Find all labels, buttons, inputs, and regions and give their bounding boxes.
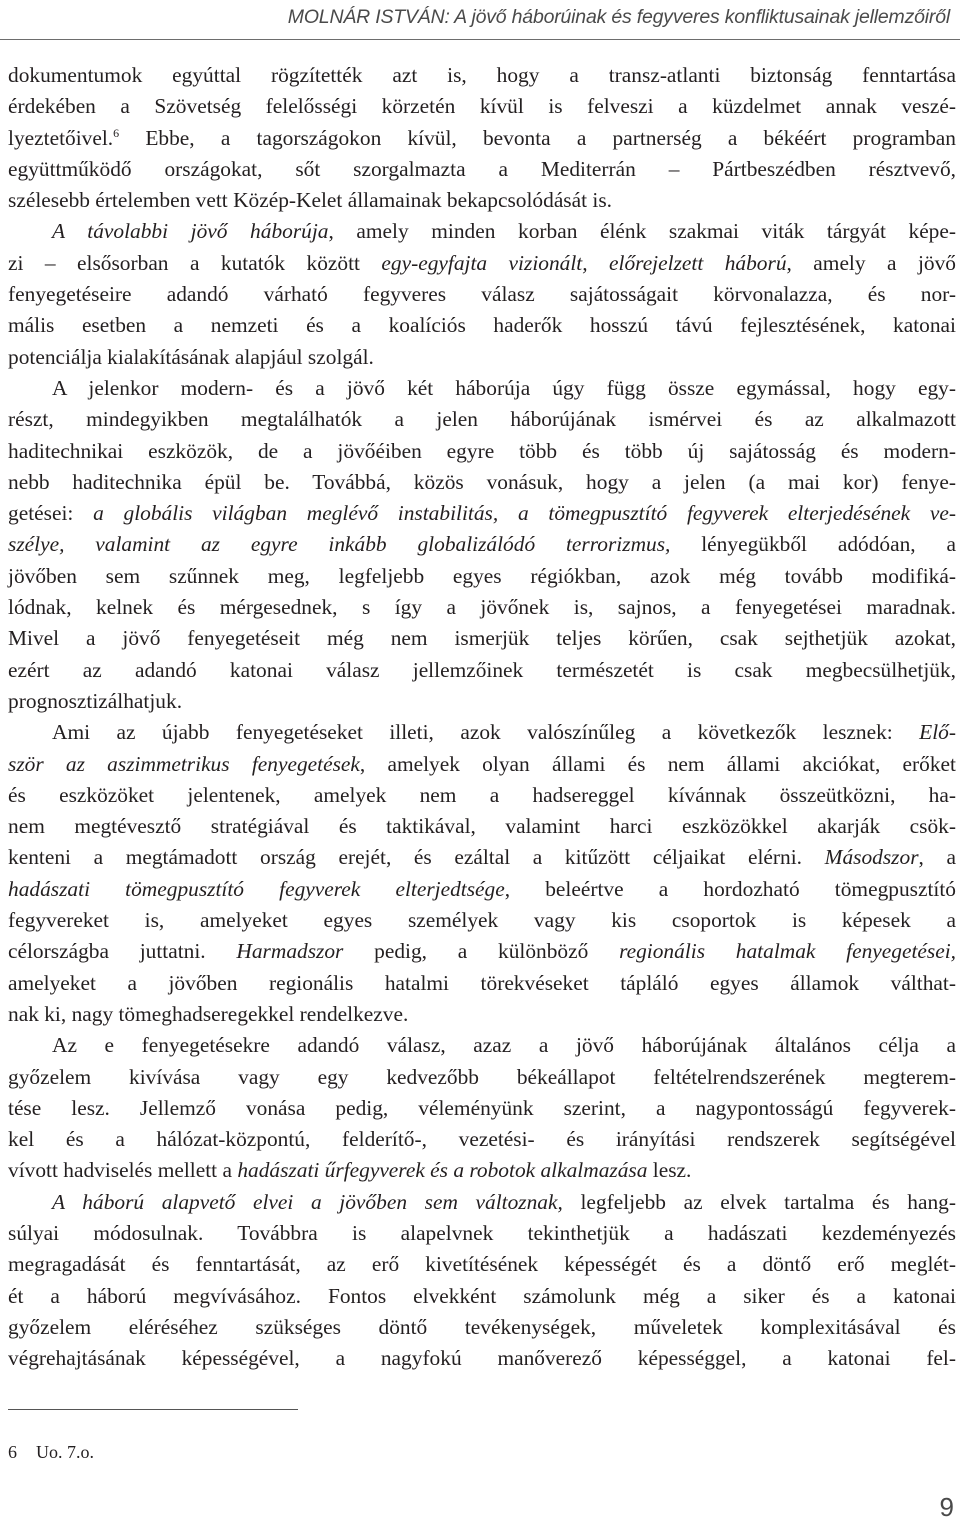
text-line: nak ki, nagy tömeghadseregekkel rendelkezve. bbox=[8, 1001, 409, 1026]
text-line: nem megtévesztő stratégiával és taktikával, valamint harci eszközökkel akarják csök- bbox=[8, 814, 956, 839]
text-line: győzelem kivívása vagy egy kedvezőbb békeállapot feltételrendszerének megterem- bbox=[8, 1064, 956, 1089]
text-line: szélesebb értelemben vett Közép-Kelet államainak bekapcsolódását is. bbox=[8, 188, 613, 213]
text-line: ször az aszimmetrikus fenyegetések, amelyek olyan állami és nem állami akciókat, erőket bbox=[8, 751, 956, 776]
text-line: érdekében a Szövetség felelősségi körzetén kívül is felveszi a küzdelmet annak veszé- bbox=[8, 94, 956, 119]
text-line: győzelem eléréséhez szükséges döntő tevékenységek, műveletek komplexitásával és bbox=[8, 1314, 956, 1339]
text-line: prognosztizálhatjuk. bbox=[8, 688, 183, 713]
text-line: getései: a globális világban meglévő instabilitás, a tömegpusztító fegyverek elterjedésének ve- bbox=[8, 501, 956, 526]
text-line: vívott hadviselés mellett a hadászati űrfegyverek és a robotok alkalmazása lesz. bbox=[8, 1158, 692, 1183]
text-line: Mivel a jövő fenyegetéseit még nem ismerjük teljes körűen, csak sejthetjük azokat, bbox=[8, 626, 956, 651]
footnote bbox=[8, 1442, 94, 1463]
text-line: haditechnikai eszközök, de a jövőéiben egyre több és több új sajátosság és modern- bbox=[8, 438, 956, 463]
footnote-number: 6 bbox=[8, 1442, 17, 1462]
text-line: hadászati tömegpusztító fegyverek elterjedtsége, beleértve a hordozható tömegpusztító bbox=[8, 876, 956, 901]
text-line: lyeztetőivel.$^6$ Ebbe, a tagországokon kívül, bevonta a partnerség a békéért programban bbox=[8, 125, 956, 150]
text-line: célországba juttatni. Harmadszor pedig, a különböző regionális hatalmak fenyegetései, bbox=[8, 939, 957, 964]
text-line: és eszközöket jelentenek, amelyek nem a hadsereggel kívánnak összeütközni, ha- bbox=[8, 782, 956, 807]
text-line: súlyai módosulnak. Továbbra is alapelvnek tekinthetjük a hadászati kezdeményezés bbox=[8, 1220, 956, 1245]
text-line: megragadását és fenntartását, az erő kivetítésének képességét és a döntő erő meglét- bbox=[8, 1252, 956, 1277]
footnote-rule bbox=[8, 1409, 298, 1410]
running-header: MOLNÁR ISTVÁN: A jövő háborúinak és fegyveres konfliktusainak jellemzőiről bbox=[287, 6, 950, 28]
footnote-reference[interactable]: 6 bbox=[113, 125, 120, 140]
text-line: szélye, valamint az egyre inkább globalizálódó terrorizmus, lényegükből adódóan, a bbox=[8, 532, 956, 557]
text-line: jövőben sem szűnnek meg, legfeljebb egyes régiókban, azok még tovább modifiká- bbox=[8, 563, 956, 588]
text-line: nebb haditechnika épül be. Továbbá, közös vonásuk, hogy a jelen (a mai kor) fenye- bbox=[8, 469, 956, 494]
text-line: A háború alapvető elvei a jövőben sem változnak, legfeljebb az elvek tartalma és hang- bbox=[52, 1189, 956, 1214]
text-line: ét a háború megvívásához. Fontos elvekként számolunk még a siker és a katonai bbox=[8, 1283, 956, 1308]
text-line: amelyeket a jövőben regionális hatalmi törekvéseket tápláló egyes államok válthat- bbox=[8, 970, 956, 995]
text-line: potenciálja kialakításának alapjául szolgál. bbox=[8, 344, 374, 369]
text-line: végrehajtásának képességével, a nagyfokú manőverező képességgel, a katonai fel- bbox=[8, 1346, 956, 1371]
text-line: A jelenkor modern- és a jövő két háborúja úgy függ össze egymással, hogy egy- bbox=[52, 375, 956, 400]
text-line: zi – elsősorban a kutatók között egy-egyfajta vizionált, előrejelzett háború, amely a jövő bbox=[8, 250, 956, 275]
text-line: tése lesz. Jellemző vonása pedig, véleményünk szerint, a nagypontosságú fegyverek- bbox=[8, 1095, 956, 1120]
body-text bbox=[8, 60, 956, 1374]
text-line: fenyegetéseire adandó várható fegyveres válasz sajátosságait körvonalazza, és nor- bbox=[8, 282, 956, 307]
text-line: kenteni a megtámadott ország erejét, és ezáltal a kitűzött céljaikat elérni. Másodszor, a bbox=[8, 845, 956, 870]
text-line: kel és a hálózat-központú, felderítő-, vezetési- és irányítási rendszerek segítségével bbox=[8, 1127, 956, 1152]
page-number: 9 bbox=[939, 1492, 954, 1522]
text-line: Az e fenyegetésekre adandó válasz, azaz a jövő háborújának általános célja a bbox=[52, 1033, 956, 1058]
header-rule bbox=[0, 39, 960, 40]
text-line: mális esetben a nemzeti és a koalíciós haderők hosszú távú fejlesztésének, katonai bbox=[8, 313, 956, 338]
text-line: részt, mindegyikben megtalálhatók a jelen háborújának ismérvei és az alkalmazott bbox=[8, 407, 956, 432]
text-line: dokumentumok egyúttal rögzítették azt is, hogy a transz-atlanti biztonság fenntartása bbox=[8, 63, 956, 87]
text-line: fegyvereket is, amelyeket egyes személyek vagy kis csoportok is képesek a bbox=[8, 908, 956, 933]
text-line: ezért az adandó katonai válasz jellemzőinek természetét is csak megbecsülhetjük, bbox=[8, 657, 956, 682]
text-line: együttműködő országokat, sőt szorgalmazta a Mediterrán – Pártbeszédben résztvevő, bbox=[8, 156, 956, 181]
footnote-text: Uo. 7.o. bbox=[36, 1442, 94, 1462]
text-line: lódnak, kelnek és mérgesednek, s így a jövőnek is, sajnos, a fenyegetései maradnak. bbox=[8, 595, 956, 620]
text-line: Ami az újabb fenyegetéseket illeti, azok valószínűleg a következők lesznek: Elő- bbox=[52, 720, 956, 745]
text-line: A távolabbi jövő háborúja, amely minden korban élénk szakmai viták tárgyát képe- bbox=[52, 219, 956, 244]
